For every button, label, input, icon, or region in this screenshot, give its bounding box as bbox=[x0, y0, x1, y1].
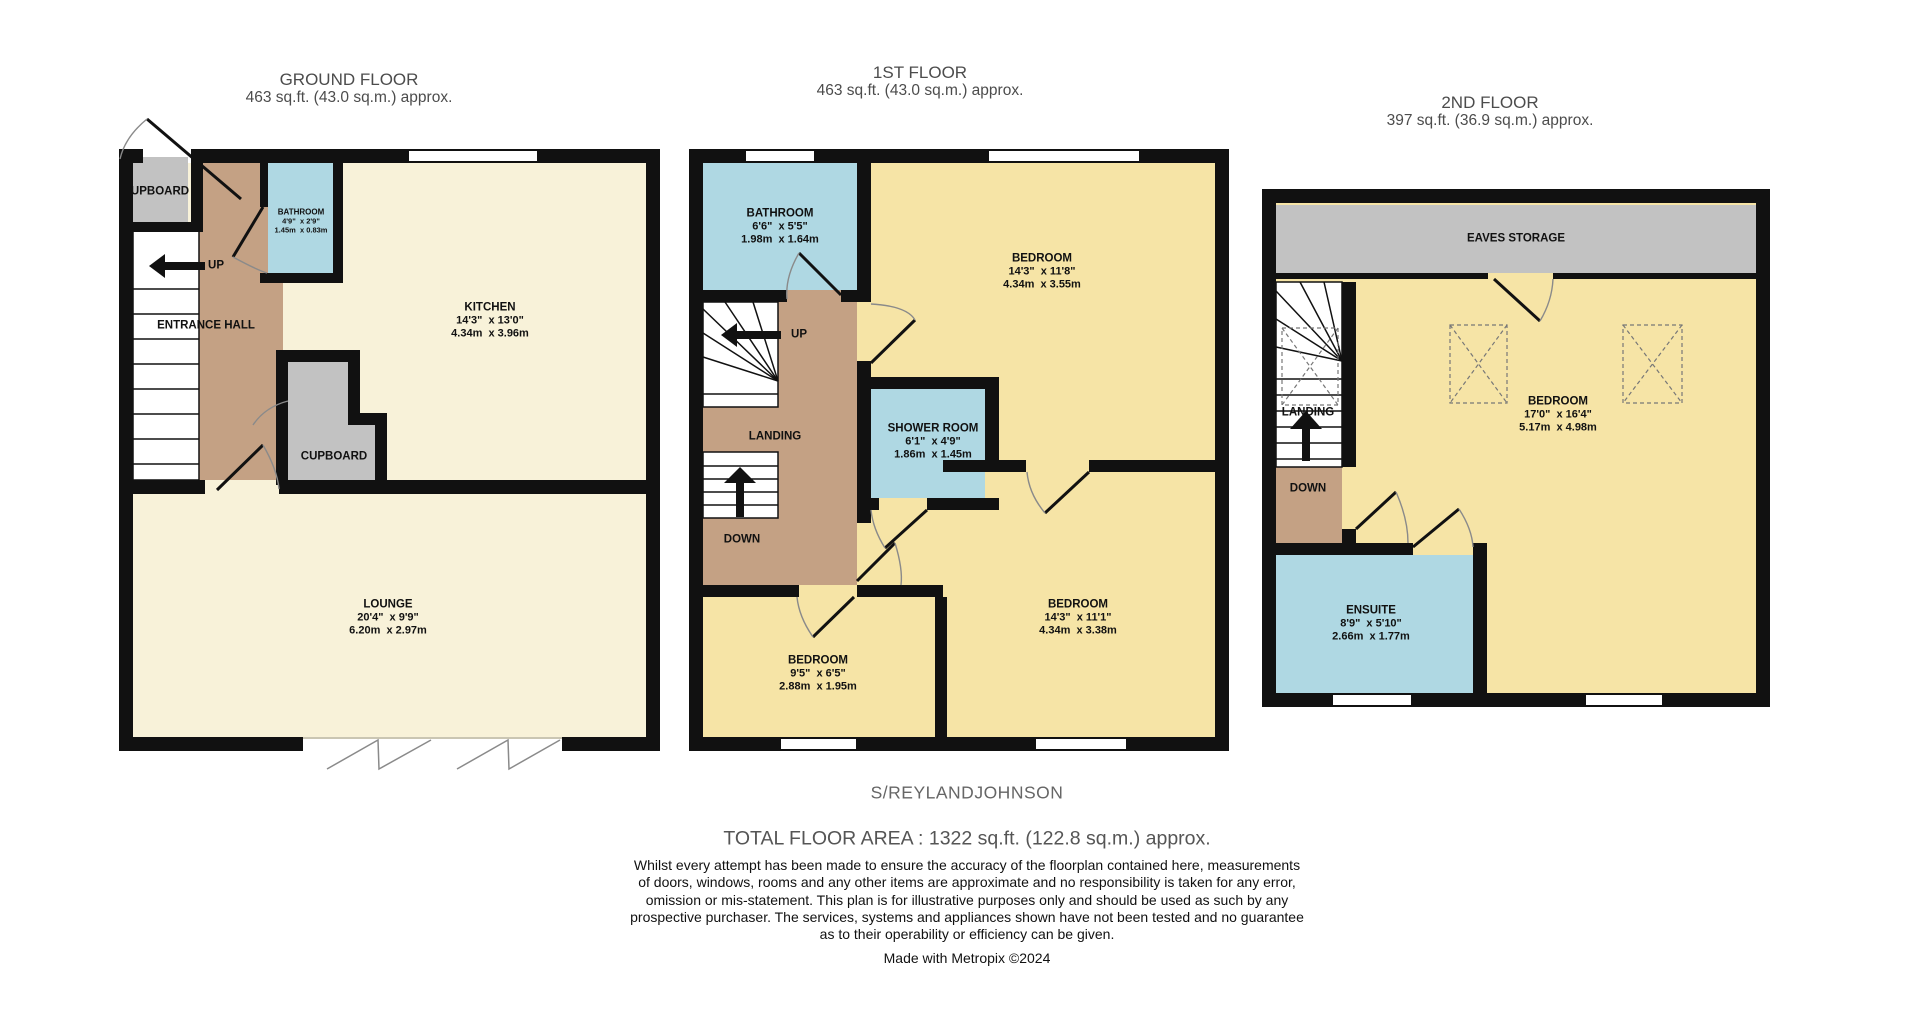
second-stairs bbox=[1276, 282, 1342, 467]
bathroom-1f-label: BATHROOM 6'6" x 5'5" 1.98m x 1.64m bbox=[741, 207, 819, 246]
down-label-first: DOWN bbox=[723, 533, 761, 546]
bathroom-gf-label: BATHROOM 4'9" x 2'9" 1.45m x 0.83m bbox=[274, 207, 328, 235]
ground-floor-title: GROUND FLOOR 463 sq.ft. (43.0 sq.m.) approx. bbox=[245, 70, 453, 106]
landing-2f-room bbox=[1276, 467, 1342, 543]
entrance-hall-label: ENTRANCE HALL bbox=[157, 319, 255, 332]
metropix-credit: Made with Metropix ©2024 bbox=[883, 950, 1051, 966]
ground-floor-drawing bbox=[119, 104, 660, 751]
cupboard-top-label: UPBOARD bbox=[130, 185, 190, 198]
bedroom-small-label: BEDROOM 9'5" x 6'5" 2.88m x 1.95m bbox=[779, 654, 857, 693]
brand-reference: S/REYLANDJOHNSON bbox=[870, 782, 1064, 803]
lounge-opening bbox=[303, 738, 562, 769]
ensuite-label: ENSUITE 8'9" x 5'10" 2.66m x 1.77m bbox=[1332, 604, 1410, 643]
bedroom-rear-label: BEDROOM 14'3" x 11'8" 4.34m x 3.55m bbox=[1003, 252, 1081, 291]
eaves-storage-label: EAVES STORAGE bbox=[1467, 232, 1565, 245]
first-floor-title: 1ST FLOOR 463 sq.ft. (43.0 sq.m.) approx. bbox=[816, 63, 1024, 99]
disclaimer-text: Whilst every attempt has been made to ensure the accuracy of the floorplan contained here, measurements of doors, windows, rooms and any other items are approximate and no responsibility is taken for any error, omission or mis-statement. This plan is for illustrative purposes only and should be used as such by any prospective purchaser. The services, systems and appliances shown have not been tested and no guarantee as to their operability or efficiency can be given. bbox=[630, 857, 1304, 943]
second-floor-plan bbox=[1262, 189, 1770, 707]
second-floor-title: 2ND FLOOR 397 sq.ft. (36.9 sq.m.) approx. bbox=[1386, 93, 1594, 129]
down-label-second: DOWN bbox=[1289, 482, 1327, 495]
total-floor-area: TOTAL FLOOR AREA : 1322 sq.ft. (122.8 sq.m.) approx. bbox=[723, 827, 1211, 850]
first-stairs-down bbox=[703, 452, 778, 518]
shower-room-label: SHOWER ROOM 6'1" x 4'9" 1.86m x 1.45m bbox=[887, 422, 979, 461]
bedroom-front-label: BEDROOM 14'3" x 11'1" 4.34m x 3.38m bbox=[1039, 598, 1117, 637]
cupboard-mid-label: CUPBOARD bbox=[300, 450, 368, 463]
landing-2f-label: LANDING bbox=[1281, 406, 1335, 419]
ground-floor-plan bbox=[119, 149, 660, 751]
up-label-ground: UP bbox=[208, 259, 224, 272]
first-stairs-up bbox=[703, 302, 781, 407]
ground-stairs bbox=[133, 230, 205, 480]
bedroom-2f-label: BEDROOM 17'0" x 16'4" 5.17m x 4.98m bbox=[1519, 395, 1597, 434]
landing-1f-label: LANDING bbox=[748, 430, 802, 443]
lounge-label: LOUNGE 20'4" x 9'9" 6.20m x 2.97m bbox=[349, 598, 427, 637]
up-label-first: UP bbox=[791, 328, 807, 341]
kitchen-window bbox=[408, 150, 538, 162]
first-floor-plan bbox=[689, 149, 1229, 751]
kitchen-label: KITCHEN 14'3" x 13'0" 4.34m x 3.96m bbox=[451, 301, 529, 340]
